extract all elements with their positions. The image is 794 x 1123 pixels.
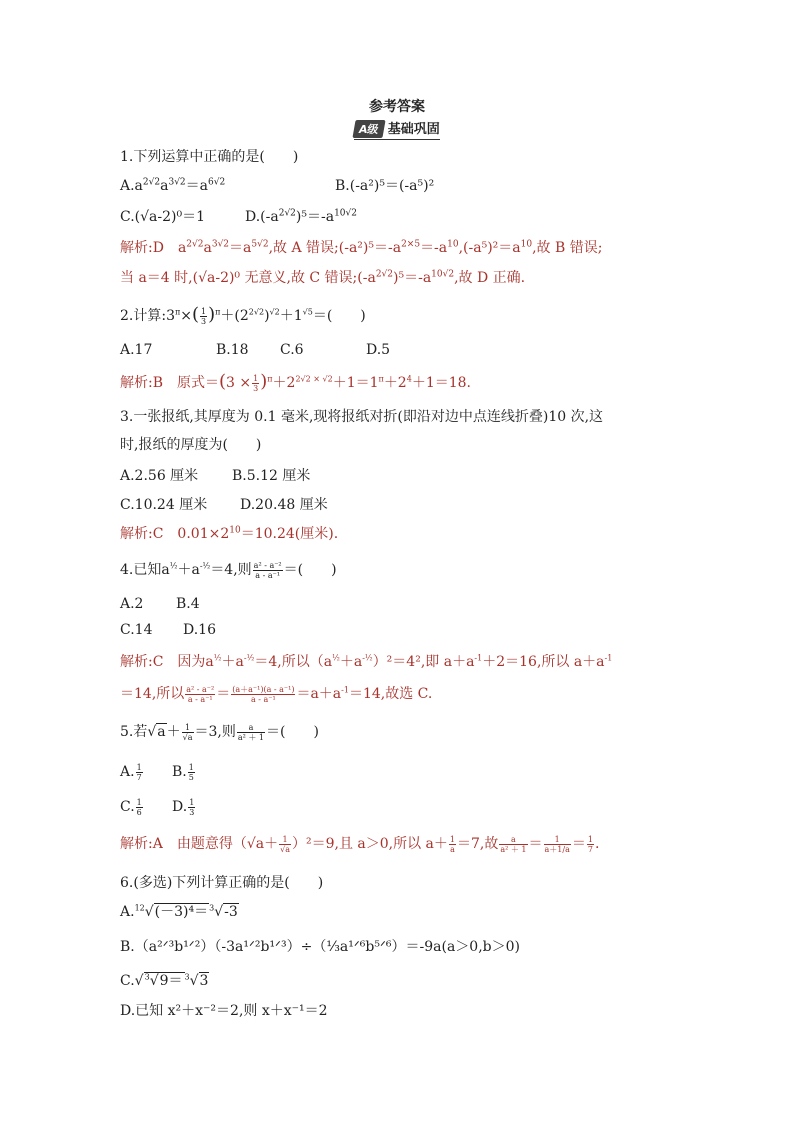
q2-stem-e: ＋1 bbox=[279, 308, 303, 324]
q5-option-b: B. $\frac{1}{5}$ bbox=[172, 762, 194, 782]
q6-option-c: C.√$^3$√9＝ $^3$√3 bbox=[120, 972, 209, 989]
q1-option-b: B.(-a²)⁵＝(-a⁵)² bbox=[335, 178, 435, 194]
q6-c-radicand: 9＝ bbox=[159, 973, 183, 989]
q2-option-a: A.17 bbox=[120, 342, 153, 358]
q2-stem-e1: π bbox=[174, 307, 181, 317]
q4-ans2-frac2: $\frac{\text{(a＋a⁻¹)(a - a⁻¹)}}{\text{a - a⁻¹}}$ bbox=[232, 684, 295, 704]
q2-option-b: B.18 bbox=[216, 342, 249, 358]
q3-analysis bbox=[120, 524, 338, 544]
q5-stem-e: ＝( ) bbox=[266, 724, 319, 740]
q6-option-b: B.（a²ᐟ³b¹ᐟ²）（-3a¹ᐟ²b¹ᐟ³）÷（⅓a¹ᐟ⁶b⁵ᐟ⁶）＝-9a(a＞0,b＞0) bbox=[120, 939, 520, 955]
q5-analysis bbox=[120, 834, 599, 854]
q5-stem-frac1: $\frac{1}{√a}$ bbox=[182, 722, 193, 742]
q6-a-index2: 3 bbox=[209, 903, 215, 913]
q1-option-a bbox=[120, 176, 225, 196]
q2-stem-e4: √2 bbox=[269, 307, 280, 317]
q4-ans2-a: ＝14,所以 bbox=[120, 686, 185, 702]
q4-ans2-d: ＝14,故选 C. bbox=[348, 686, 433, 702]
q4-ans1-e1: ½ bbox=[213, 653, 222, 663]
q4-ans1-e: ）²＝4²,即 a＋a bbox=[372, 654, 475, 670]
q4-option-c: C.14 bbox=[120, 622, 153, 638]
q1-ans2-b: )⁵＝-a bbox=[393, 270, 432, 286]
q5-ans-f: . bbox=[594, 836, 600, 852]
q2-stem: 2.计算$:3^\pi\times$( $\frac{1}{3}$ )$^\pi+(2^{2√2})^{√2}+1^{√5}=$( ) bbox=[120, 304, 366, 326]
q3-option-d: D.20.48 厘米 bbox=[240, 497, 328, 513]
q4-stem-e1: ½ bbox=[169, 561, 178, 571]
q3-ans-a: 解析:C 0.01×2 bbox=[120, 526, 230, 542]
q4-option-a: A.2 bbox=[120, 596, 144, 612]
q3-ans-b: ＝10.24(厘米). bbox=[240, 526, 339, 542]
q5-ans-e: ＝ bbox=[571, 836, 586, 852]
q6-c-index: 3 bbox=[184, 972, 190, 982]
q2-ans-b: 3 × bbox=[226, 375, 252, 391]
q5-ans-frac2: $\frac{1}{a}$ bbox=[449, 834, 455, 854]
q5-ans-frac3: $\frac{a}{\text{a² ＋ 1}}$ bbox=[500, 834, 527, 854]
q1-a-exp1: 2√2 bbox=[142, 177, 161, 188]
q1-ans-b: a bbox=[203, 240, 212, 256]
q4-stem-c: ＝4,则 bbox=[210, 562, 252, 578]
q2-stem-b: × bbox=[180, 308, 192, 324]
page-title: 参考答案 bbox=[369, 99, 425, 115]
q5-stem-a: 5.若 bbox=[120, 724, 148, 740]
q1-d-exp2: 10√2 bbox=[334, 208, 357, 219]
q4-ans2-b: ＝ bbox=[216, 686, 231, 702]
q1-ans-e3: 5√2 bbox=[251, 239, 269, 250]
q1-ans-a: 解析:D a bbox=[120, 240, 187, 256]
q4-ans1-e4: -½ bbox=[362, 653, 373, 663]
q5-option-a: A. $\frac{1}{7}$ bbox=[120, 762, 142, 782]
q1-ans-e1: 2√2 bbox=[186, 239, 204, 250]
q1-d-text: D.(-a bbox=[245, 209, 279, 225]
q2-ans-c: ＋2 bbox=[272, 375, 296, 391]
q1-ans-e6: 10 bbox=[520, 239, 533, 250]
q4-ans1-e5: -1 bbox=[474, 653, 483, 663]
q1-a-exp2: 3√2 bbox=[168, 177, 186, 188]
q1-stem: 1.下列运算中正确的是( ) bbox=[120, 149, 299, 165]
q3-stem-line2: 时,报纸的厚度为( ) bbox=[120, 437, 262, 453]
q4-ans1-e6: -1 bbox=[604, 653, 613, 663]
q1-a-eq: ＝a bbox=[185, 178, 209, 194]
q1-a-mid: a bbox=[160, 178, 169, 194]
q2-ans-d: ＋1＝1 bbox=[332, 375, 379, 391]
q6-stem: 6.(多选)下列计算正确的是( ) bbox=[120, 875, 324, 891]
q4-ans1-a: 解析:C 因为a bbox=[120, 654, 214, 670]
q1-option-d bbox=[245, 207, 357, 227]
q5-option-c: C. $\frac{1}{6}$ bbox=[120, 797, 142, 817]
q5-stem-frac2: $\frac{a}{\text{a² ＋ 1}}$ bbox=[237, 722, 265, 742]
q1-ans2-c: ,故 D 正确. bbox=[454, 270, 526, 286]
q1-d-mid: )⁵＝-a bbox=[295, 209, 335, 225]
q4-stem-b: ＋a bbox=[177, 562, 200, 578]
q2-stem-e2: π bbox=[215, 307, 221, 317]
q6-option-a: A.$^{12}$√(－3)⁴＝$^3$√-3 bbox=[120, 903, 238, 920]
q2-option-d: D.5 bbox=[366, 342, 391, 358]
q1-ans2-a: 当 a＝4 时,(√a-2)⁰ 无意义,故 C 错误;(-a bbox=[120, 270, 376, 286]
q2-ans-e: ＋2 bbox=[383, 375, 407, 391]
q5-ans-d: ＝ bbox=[528, 836, 543, 852]
q4-ans2-frac1: $\frac{\text{a² - a⁻²}}{\text{a - a⁻¹}}$ bbox=[186, 684, 215, 704]
q6-c-radicand2: 3 bbox=[199, 973, 209, 989]
q5-stem-b: a bbox=[157, 724, 166, 740]
q3-option-a: A.2.56 厘米 bbox=[120, 468, 199, 484]
q5-ans-b: ）²＝9,且 a＞0,所以 a＋ bbox=[291, 836, 448, 852]
q2-ans-a: 解析:B 原式＝ bbox=[120, 375, 220, 391]
q2-stem-a: 2.计算:3 bbox=[120, 308, 175, 324]
q1-ans-e2: 3√2 bbox=[211, 239, 230, 250]
q1-a-exp3: 6√2 bbox=[208, 177, 226, 188]
q2-ans-e2: 2√2 × √2 bbox=[295, 374, 333, 384]
q6-a-radicand: (－3)⁴＝ bbox=[154, 904, 209, 920]
q4-analysis-line1 bbox=[120, 652, 612, 672]
q2-ans-e3: π bbox=[378, 374, 384, 384]
q4-analysis-line2 bbox=[120, 684, 432, 704]
q2-stem-f: ＝( ) bbox=[312, 308, 366, 324]
q4-ans1-f: ＋2＝16,所以 a＋a bbox=[482, 654, 605, 670]
q5-option-d: D. $\frac{1}{3}$ bbox=[172, 797, 195, 817]
q4-stem-d: ＝( ) bbox=[283, 562, 337, 578]
q1-ans2-e2: 10√2 bbox=[431, 269, 455, 280]
q4-ans1-b: ＋a bbox=[221, 654, 244, 670]
level-text: 基础巩固 bbox=[387, 122, 440, 137]
q4-stem bbox=[120, 560, 337, 580]
q6-a-radicand2: -3 bbox=[224, 904, 238, 920]
q3-ans-e: 10 bbox=[229, 525, 241, 536]
q1-ans-f: ,(-a⁵)²＝a bbox=[458, 240, 521, 256]
q2-ans-frac: $\frac{1}{3}$ bbox=[253, 373, 259, 393]
q2-analysis: 解析:B 原式＝(3 × $\frac{1}{3}$ )$^\pi+2^{2√2 \times √2}+1=1^\pi+2^4+1=18$. bbox=[120, 371, 471, 393]
q5-stem-d: ＝3,则 bbox=[194, 724, 236, 740]
q4-stem-e2: -½ bbox=[199, 561, 211, 571]
q2-ans-f: ＋1＝18. bbox=[411, 375, 471, 391]
q5-ans-c: ＝7,故 bbox=[457, 836, 499, 852]
q6-option-d: D.已知 x²＋x⁻²＝2,则 x＋x⁻¹＝2 bbox=[120, 1003, 328, 1019]
level-underline bbox=[354, 118, 440, 140]
q2-stem-c: ＋(2 bbox=[220, 308, 249, 324]
q1-d-exp1: 2√2 bbox=[278, 208, 296, 219]
q2-ans-e4: 4 bbox=[406, 374, 412, 384]
q1-ans2-e1: 2√2 bbox=[375, 269, 394, 280]
q1-ans-e5: 10 bbox=[447, 239, 459, 250]
q1-ans-d: ,故 A 错误;(-a²)⁵＝-a bbox=[268, 240, 402, 256]
q1-analysis-line1 bbox=[120, 238, 602, 258]
q3-stem-line1: 3.一张报纸,其厚度为 0.1 毫米,现将报纸对折(即沿对边中点连线折叠)10 次,这 bbox=[120, 409, 604, 425]
q5-ans-a: 解析:A 由题意得（√a＋ bbox=[120, 836, 279, 852]
q4-stem-a: 4.已知a bbox=[120, 562, 170, 578]
q1-ans-g: ,故 B 错误; bbox=[532, 240, 603, 256]
q1-a-text: A.a bbox=[120, 178, 143, 194]
q2-stem-d: ) bbox=[264, 308, 270, 324]
q5-stem: 5.若√a＋ $\frac{1}{√a}$ ＝3,则 $\frac{a}{\text{a² ＋ 1}}$ ＝( ) bbox=[120, 722, 319, 742]
q4-ans1-e2: -½ bbox=[243, 653, 255, 663]
q4-ans1-e3: ½ bbox=[332, 653, 340, 663]
q6-a-index: 12 bbox=[134, 903, 145, 913]
q4-ans1-c: ＝4,所以（a bbox=[254, 654, 333, 670]
q1-option-c: C.(√a-2)⁰＝1 bbox=[120, 209, 206, 225]
q2-stem-e5: √5 bbox=[302, 307, 313, 317]
q3-option-c: C.10.24 厘米 bbox=[120, 497, 208, 513]
q4-ans1-d: ＋a bbox=[339, 654, 363, 670]
q5-ans-frac4: $\frac{1}{a+1/a}$ bbox=[544, 834, 570, 854]
q4-ans2-e1: -1 bbox=[341, 685, 349, 695]
q1-ans-e4: 2×5 bbox=[401, 239, 421, 250]
q4-stem-frac: $\frac{\text{a² - a⁻²}}{\text{a - a⁻¹}}$ bbox=[253, 560, 282, 580]
q4-option-b: B.4 bbox=[176, 596, 200, 612]
q4-ans2-c: ＝a＋a bbox=[296, 686, 342, 702]
q2-stem-e3: 2√2 bbox=[248, 307, 265, 317]
q4-option-d: D.16 bbox=[183, 622, 216, 638]
level-header bbox=[0, 118, 794, 140]
q5-stem-c: ＋ bbox=[166, 724, 181, 740]
q3-option-b: B.5.12 厘米 bbox=[232, 468, 311, 484]
q1-analysis-line2 bbox=[120, 268, 525, 288]
q1-ans-e: ＝-a bbox=[420, 240, 448, 256]
q2-option-c: C.6 bbox=[280, 342, 304, 358]
q1-ans-c: ＝a bbox=[229, 240, 252, 256]
level-badge: A级 bbox=[353, 120, 386, 138]
q2-ans-e1: π bbox=[267, 374, 273, 384]
q2-stem-frac: $\frac{1}{3}$ bbox=[201, 306, 207, 326]
q5-ans-frac1: $\frac{1}{√a}$ bbox=[280, 834, 290, 854]
q5-ans-frac5: $\frac{1}{7}$ bbox=[587, 834, 593, 854]
